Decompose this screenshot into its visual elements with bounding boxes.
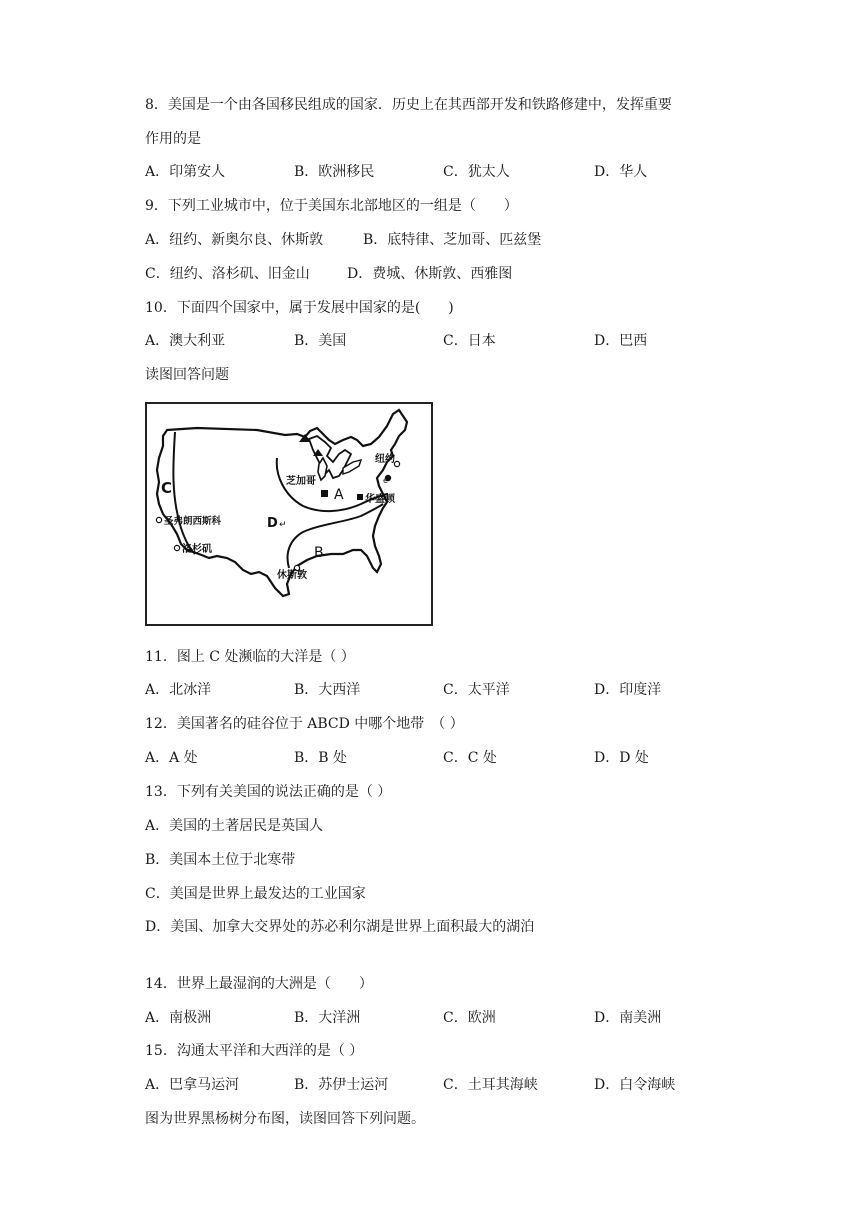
q9-option-b: B．底特律、芝加哥、匹兹堡 [363,232,542,248]
city-dot-san-francisco [156,517,161,522]
q8-option-c: C．犹太人 [443,164,510,180]
q14-option-a: A．南极洲 [145,1010,212,1026]
q12-option-a: A．A 处 [145,750,198,766]
q11-stem: 11．图上 C 处濒临的大洋是（ ） [145,649,355,665]
q10-option-a: A．澳大利亚 [145,333,226,349]
map-label-new-york: 纽约 [375,454,395,465]
map-label-d-mark: ↵ [279,520,287,530]
square-mark-chicago-area [321,490,328,497]
q13-option-d: D．美国、加拿大交界处的苏必利尔湖是世界上面积最大的湖泊 [145,919,535,935]
q8-stem-line2: 作用的是 [145,131,201,147]
q15-option-c: C．土耳其海峡 [443,1077,538,1093]
closing-instruction: 图为世界黑杨树分布图，读图回答下列问题。 [145,1111,425,1127]
q12-option-d: D．D 处 [594,750,649,766]
q14-option-c: C．欧洲 [443,1010,496,1026]
city-dot-los-angeles [174,545,179,550]
q11-option-d: D．印度洋 [594,682,662,698]
map-label-b: B [314,545,324,561]
square-mark-washington [357,494,363,500]
usa-map-figure [145,402,433,626]
q13-stem: 13．下列有关美国的说法正确的是（ ） [145,784,392,800]
q15-stem: 15．沟通太平洋和大西洋的是（ ） [145,1043,364,1059]
map-label-chicago: 芝加哥 [286,476,316,487]
q15-option-a: A．巴拿马运河 [145,1077,240,1093]
q15-option-d: D．白令海峡 [594,1077,676,1093]
map-label-e: e [383,476,388,485]
q11-option-a: A．北冰洋 [145,682,212,698]
q11-option-c: C．太平洋 [443,682,510,698]
map-label-washington: 华盛顿 [365,494,395,505]
q10-option-c: C．日本 [443,333,496,349]
map-label-los-angeles: 洛杉矶 [182,544,212,555]
city-dot-new-york [394,461,399,466]
q10-option-d: D．巴西 [594,333,648,349]
q14-option-d: D．南美洲 [594,1010,662,1026]
q10-stem: 10．下面四个国家中，属于发展中国家的是( ) [145,300,454,316]
map-label-a: A [334,487,344,503]
q12-stem: 12．美国著名的硅谷位于 ABCD 中哪个地带 （ ） [145,716,464,732]
q13-option-c: C．美国是世界上最发达的工业国家 [145,886,366,902]
q9-option-d: D．费城、休斯敦、西雅图 [347,266,513,282]
q10-option-b: B．美国 [294,333,347,349]
q14-stem: 14．世界上最湿润的大洲是（ ） [145,976,373,992]
q12-option-b: B．B 处 [294,750,348,766]
q15-option-b: B．苏伊士运河 [294,1077,389,1093]
q8-option-d: D．华人 [594,164,648,180]
map-label-c: C [161,479,173,497]
q9-option-c: C．纽约、洛杉矶、旧金山 [145,266,310,282]
q8-option-a: A．印第安人 [145,164,226,180]
map-intro: 读图回答问题 [145,367,229,383]
usa-map [147,404,431,624]
q14-option-b: B．大洋洲 [294,1010,361,1026]
q8-stem-line1: 8．美国是一个由各国移民组成的国家．历史上在其西部开发和铁路修建中，发挥重要 [145,97,672,113]
map-label-san-francisco: 圣弗朗西斯科 [164,516,222,527]
q13-option-a: A．美国的土著居民是英国人 [145,818,324,834]
q12-option-c: C．C 处 [443,750,497,766]
q13-option-b: B．美国本土位于北寒带 [145,852,296,868]
q9-stem: 9．下列工业城市中，位于美国东北部地区的一组是（ ） [145,198,518,214]
q9-option-a: A．纽约、新奥尔良、休斯敦 [145,232,324,248]
q11-option-b: B．大西洋 [294,682,361,698]
map-label-d: D [267,516,278,531]
map-label-houston: 休斯敦 [277,570,307,581]
q8-option-b: B．欧洲移民 [294,164,375,180]
